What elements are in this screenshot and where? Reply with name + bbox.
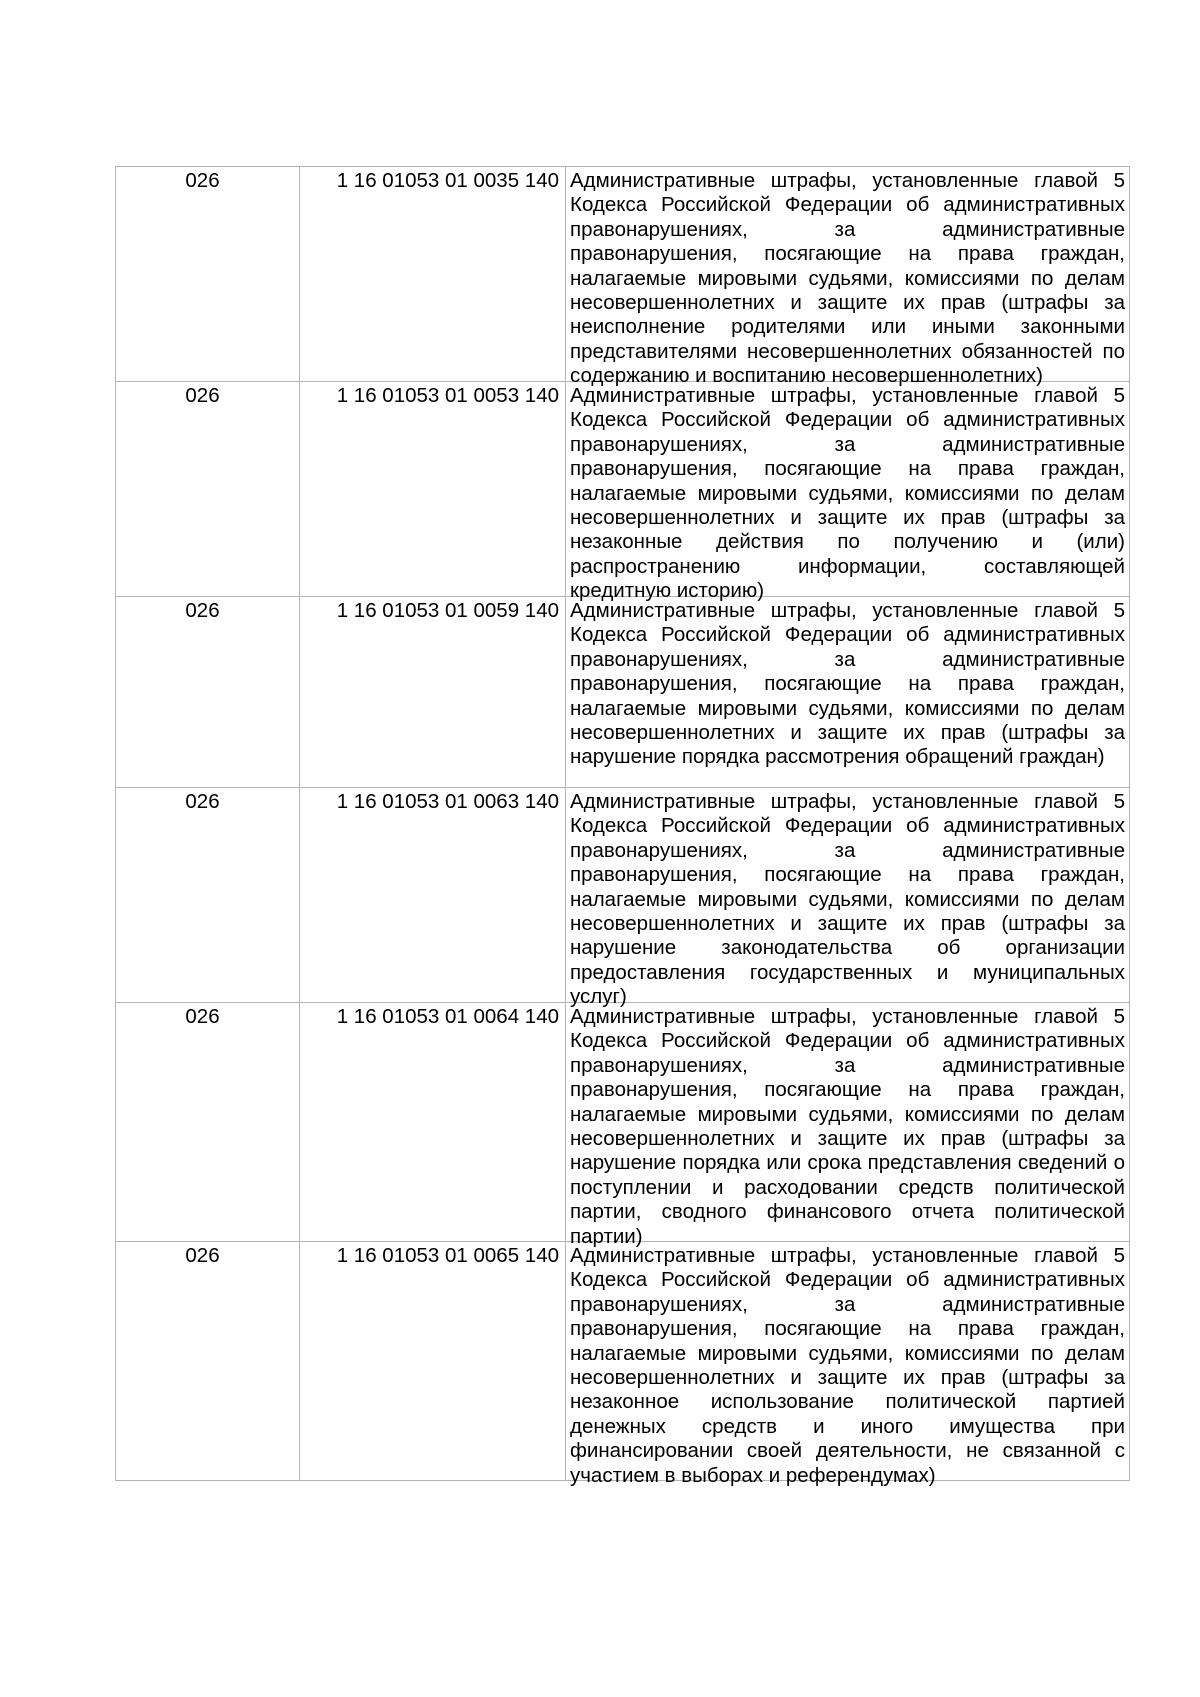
admin-code-cell: [116, 167, 300, 382]
kbk-code: 1 16 01053 01 0053 140: [336, 384, 559, 407]
description-cell: Административные штрафы, установленные главой 5 Кодекса Российской Федерации об административных правонарушениях, за административные правонарушения, посягающие на права граждан, налагаемые мировыми судьями, комиссиями по делам несовершеннолетних и защите их прав (штрафы за нарушение законодательства об организации предоставления государственных и муниципальных услуг): [566, 788, 1130, 1003]
table-row: [116, 597, 1130, 788]
table-row: [116, 788, 1130, 1003]
kbk-code: 1 16 01053 01 0059 140: [336, 599, 559, 622]
table-row: [116, 382, 1130, 597]
description-cell: Административные штрафы, установленные главой 5 Кодекса Российской Федерации об административных правонарушениях, за административные правонарушения, посягающие на права граждан, налагаемые мировыми судьями, комиссиями по делам несовершеннолетних и защите их прав (штрафы за незаконные действия по получению и (или) распространению информации, составляющей кредитную историю): [566, 382, 1130, 597]
kbk-code: 1 16 01053 01 0035 140: [336, 169, 559, 192]
kbk-code-cell: [300, 167, 566, 382]
table-row: [116, 167, 1130, 382]
kbk-code: 1 16 01053 01 0065 140: [336, 1244, 559, 1267]
admin-code: 026: [185, 1005, 220, 1028]
admin-code-cell: [116, 788, 300, 1003]
kbk-code-cell: [300, 382, 566, 597]
table-row: [116, 1242, 1130, 1481]
description-cell: Административные штрафы, установленные главой 5 Кодекса Российской Федерации об административных правонарушениях, за административные правонарушения, посягающие на права граждан, налагаемые мировыми судьями, комиссиями по делам несовершеннолетних и защите их прав (штрафы за нарушение порядка рассмотрения обращений граждан): [566, 597, 1130, 788]
kbk-code-cell: [300, 1242, 566, 1481]
kbk-code-cell: [300, 1003, 566, 1242]
description-cell: Административные штрафы, установленные главой 5 Кодекса Российской Федерации об административных правонарушениях, за административные правонарушения, посягающие на права граждан, налагаемые мировыми судьями, комиссиями по делам несовершеннолетних и защите их прав (штрафы за неисполнение родителями или иными законными представителями несовершеннолетних обязанностей по содержанию и воспитанию несовершеннолетних): [566, 167, 1130, 382]
admin-code: 026: [185, 1244, 220, 1267]
budget-classification-table: [115, 166, 1130, 1487]
kbk-code: 1 16 01053 01 0064 140: [336, 1005, 559, 1028]
admin-code: 026: [185, 599, 220, 622]
description-cell: Административные штрафы, установленные главой 5 Кодекса Российской Федерации об административных правонарушениях, за административные правонарушения, посягающие на права граждан, налагаемые мировыми судьями, комиссиями по делам несовершеннолетних и защите их прав (штрафы за незаконное использование политической партией денежных средств и иного имущества при финансировании своей деятельности, не связанной с участием в выборах и референдумах): [566, 1242, 1130, 1481]
admin-code-cell: [116, 1242, 300, 1481]
admin-code: 026: [185, 384, 220, 407]
description-cell: Административные штрафы, установленные главой 5 Кодекса Российской Федерации об административных правонарушениях, за административные правонарушения, посягающие на права граждан, налагаемые мировыми судьями, комиссиями по делам несовершеннолетних и защите их прав (штрафы за нарушение порядка или срока представления сведений о поступлении и расходовании средств политической партии, сводного финансового отчета политической партии): [566, 1003, 1130, 1242]
admin-code-cell: [116, 597, 300, 788]
admin-code: 026: [185, 790, 220, 813]
kbk-code-cell: [300, 788, 566, 1003]
admin-code: 026: [185, 169, 220, 192]
kbk-code: 1 16 01053 01 0063 140: [336, 790, 559, 813]
table-row: [116, 1003, 1130, 1242]
kbk-code-cell: [300, 597, 566, 788]
admin-code-cell: [116, 1003, 300, 1242]
admin-code-cell: [116, 382, 300, 597]
